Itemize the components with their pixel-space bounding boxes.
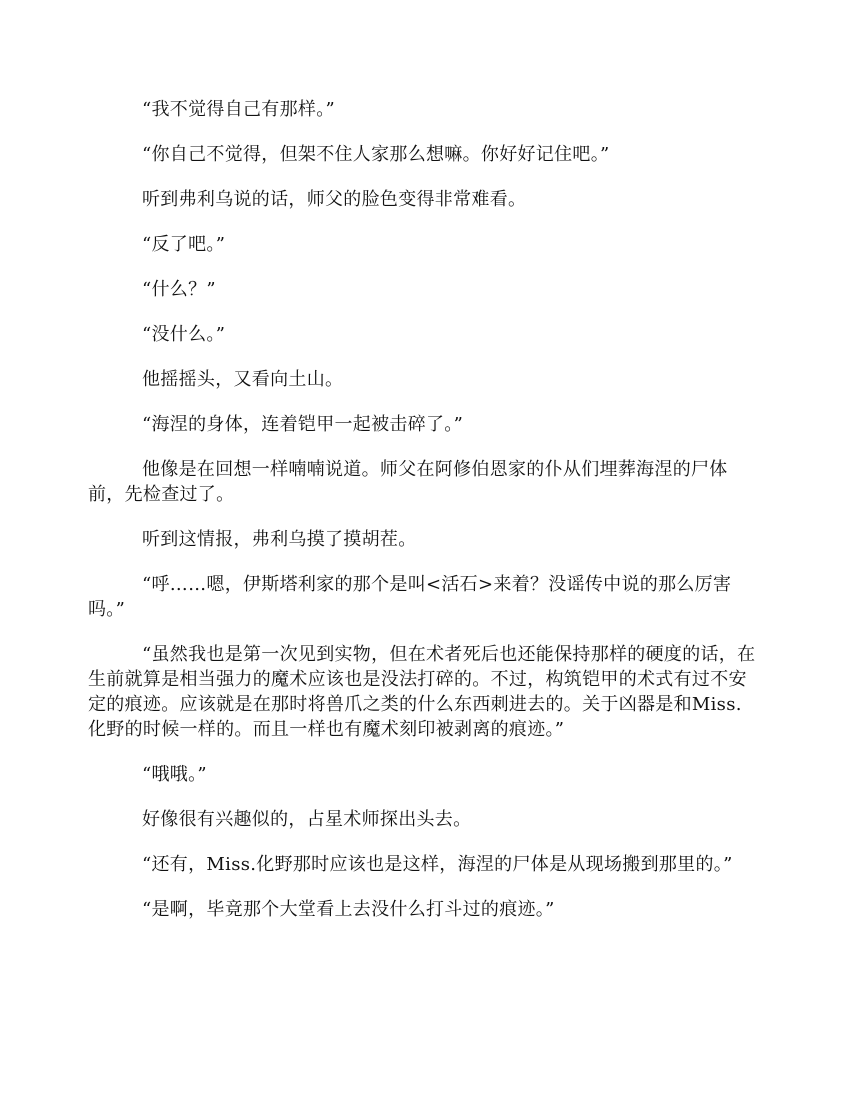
paragraph: “什么？” (142, 279, 216, 300)
paragraph: “我不觉得自己有那样。” (142, 99, 336, 120)
paragraph: 他摇摇头，又看向土山。 (142, 369, 344, 390)
paragraph: “你自己不觉得，但架不住人家那么想嘛。你好好记住吧。” (142, 144, 610, 165)
paragraph: “没什么。” (142, 324, 226, 345)
paragraph: “海涅的身体，连着铠甲一起被击碎了。” (142, 414, 464, 435)
paragraph: 好像很有兴趣似的，占星术师探出头去。 (142, 809, 472, 830)
paragraph: “还有，Miss.化野那时应该也是这样，海涅的尸体是从现场搬到那里的。” (142, 854, 733, 875)
paragraph: 听到弗利乌说的话，师父的脸色变得非常难看。 (142, 189, 527, 210)
paragraph: “反了吧。” (142, 234, 226, 255)
paragraph: “虽然我也是第一次见到实物，但在术者死后也还能保持那样的硬度的话，在生前就算是相当强力的魔术应该也是没法打碎的。不过，构筑铠甲的术式有过不安定的痕迹。应该就是在那时将兽爪之类的什么东西刺进去的。关于凶器是和Miss.化野的时候一样的。而且一样也有魔术刻印被剥离的痕迹。” (88, 644, 756, 740)
document-body (88, 97, 758, 922)
paragraph: 听到这情报，弗利乌摸了摸胡茬。 (142, 529, 417, 550)
paragraph: “呼……嗯，伊斯塔利家的那个是叫<活石>来着？没谣传中说的那么厉害吗。” (88, 574, 732, 620)
paragraph: “是啊，毕竟那个大堂看上去没什么打斗过的痕迹。” (142, 899, 555, 920)
paragraph: “哦哦。” (142, 764, 207, 785)
paragraph: 他像是在回想一样喃喃说道。师父在阿修伯恩家的仆从们埋葬海涅的尸体前，先检查过了。 (88, 459, 728, 505)
